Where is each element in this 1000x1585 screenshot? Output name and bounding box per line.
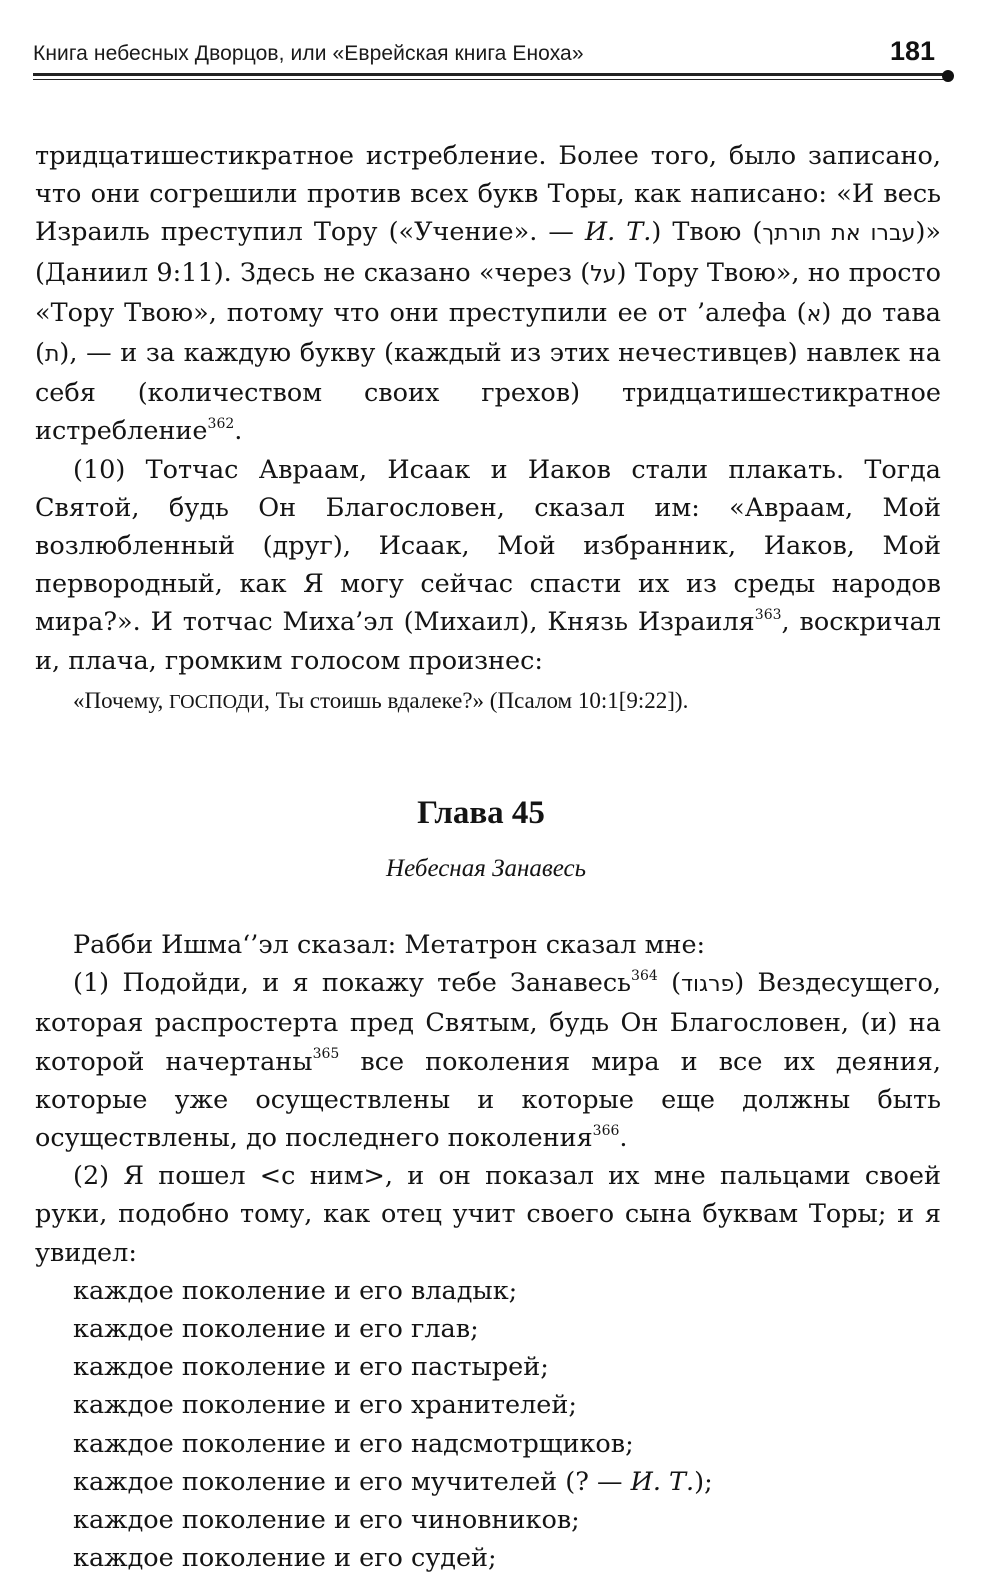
generations-list bbox=[35, 1272, 941, 1578]
paragraph-intro: Рабби Ишма‘’эл сказал: Метaтрон сказал мне: bbox=[73, 930, 706, 960]
text-run: ) Твою ( bbox=[651, 217, 763, 248]
text-run: )» (Даниил 9:11). Здесь не сказано «через ( bbox=[35, 217, 941, 288]
running-title: Книга небесных Дворцов, или «Еврейская книга Еноха» bbox=[33, 42, 584, 65]
footnote-ref[interactable]: 365 bbox=[312, 1046, 340, 1063]
text-run: каждое поколение и его мучителей (? — bbox=[73, 1466, 631, 1497]
text-run: . bbox=[619, 1123, 628, 1154]
header-rule-thin bbox=[33, 79, 947, 80]
text-run: , Ты стоишь вдалеке?» (Псалом 10:1[9:22]). bbox=[264, 688, 689, 713]
text-run: ), — и за каждую букву (каждый из этих нечестивцев) навлек на себя (количеством своих грехов) тридцатишестикратное истребление bbox=[35, 338, 941, 447]
running-head bbox=[33, 38, 953, 78]
lord-small-caps: ГОСПОДИ bbox=[169, 691, 265, 713]
footnote-ref[interactable]: 366 bbox=[592, 1122, 620, 1139]
body-text-chapter bbox=[35, 926, 941, 1577]
list-item: каждое поколение и его пастырей; bbox=[73, 1352, 549, 1383]
text-run: ) Вездесущего, которая распростерта пред Святым, будь Он Благословен, (и) на которой начертаны bbox=[35, 968, 941, 1077]
list-item: каждое поколение и его надсмотрщиков; bbox=[73, 1428, 634, 1459]
hebrew-text: עברו את תורתך bbox=[762, 221, 916, 247]
text-run: все поколения мира и все их деяния, которые уже осуществлены и которые еще должны быть осуществлены, до последнего поколения bbox=[35, 1046, 941, 1154]
text-run: тридцатишестикратное истребление. Более того, было записано, что они согрешили против всех букв Торы, как написано: «И весь Израиль преступил Тору («Учение». — bbox=[35, 141, 941, 248]
footnote-ref[interactable]: 362 bbox=[207, 415, 235, 432]
translator-note: И. Т. bbox=[584, 217, 652, 248]
text-run: , воскричал и, плача, громким голосом произнес: bbox=[35, 607, 941, 676]
text-run: (10) Тотчас Авраам, Исаак и Иаков стали плакать. Тогда Святой, будь Он Благословен, сказал им: «Авраам, Мой возлюбленный (друг), Исаак, Мой избранник, Иаков, Мой первородный, как Я могу сейчас спасти их из среды народов мира?». И тотчас Миха’эл (Михаил), Князь Израиля bbox=[35, 454, 941, 638]
text-run: ); bbox=[694, 1466, 713, 1497]
header-rule-thick bbox=[33, 73, 947, 76]
page-number: 181 bbox=[889, 36, 935, 66]
footnote-ref[interactable]: 364 bbox=[631, 967, 658, 984]
list-item: каждое поколение и его хранителей; bbox=[73, 1390, 577, 1421]
psalm-quote bbox=[73, 685, 688, 718]
text-run: ) до тава ( bbox=[35, 297, 941, 369]
footnote-ref[interactable]: 363 bbox=[754, 606, 782, 623]
hebrew-text: א bbox=[806, 301, 822, 327]
translator-note: И. Т. bbox=[630, 1466, 695, 1497]
hebrew-text: על bbox=[590, 261, 617, 287]
paragraph-verse-2: (2) Я пошел <с ним>, и он показал их мне пальцами своей руки, подобно тому, как отец учит своего сына буквам Торы; и я увидел: bbox=[35, 1161, 941, 1268]
list-item bbox=[35, 1463, 941, 1501]
hebrew-text: פרגוד bbox=[681, 972, 735, 998]
list-item: каждое поколение и его владык; bbox=[73, 1275, 518, 1306]
header-rule-dot bbox=[942, 70, 954, 82]
chapter-subtitle: Небесная Занавесь bbox=[386, 855, 586, 882]
text-run: . bbox=[234, 416, 243, 447]
paragraph-verse-10 bbox=[35, 451, 941, 680]
paragraph-verse-1 bbox=[35, 964, 941, 1157]
text-run: ) Тору Твою», но просто «Тору Твою», потому что они преступили ее от ’алефа ( bbox=[35, 257, 942, 328]
text-run: ( bbox=[657, 968, 682, 999]
chapter-title: Глава 45 bbox=[417, 795, 545, 831]
body-text-top bbox=[35, 137, 941, 680]
text-run: (1) Подойди, и я покажу тебе Занавесь bbox=[73, 968, 632, 999]
list-item: каждое поколение и его судей; bbox=[73, 1543, 497, 1574]
paragraph-continuation bbox=[35, 137, 941, 451]
hebrew-text: ת bbox=[44, 342, 60, 368]
list-item: каждое поколение и его чиновников; bbox=[73, 1505, 580, 1536]
list-item: каждое поколение и его глав; bbox=[73, 1314, 479, 1345]
text-run: «Почему, bbox=[73, 688, 170, 713]
